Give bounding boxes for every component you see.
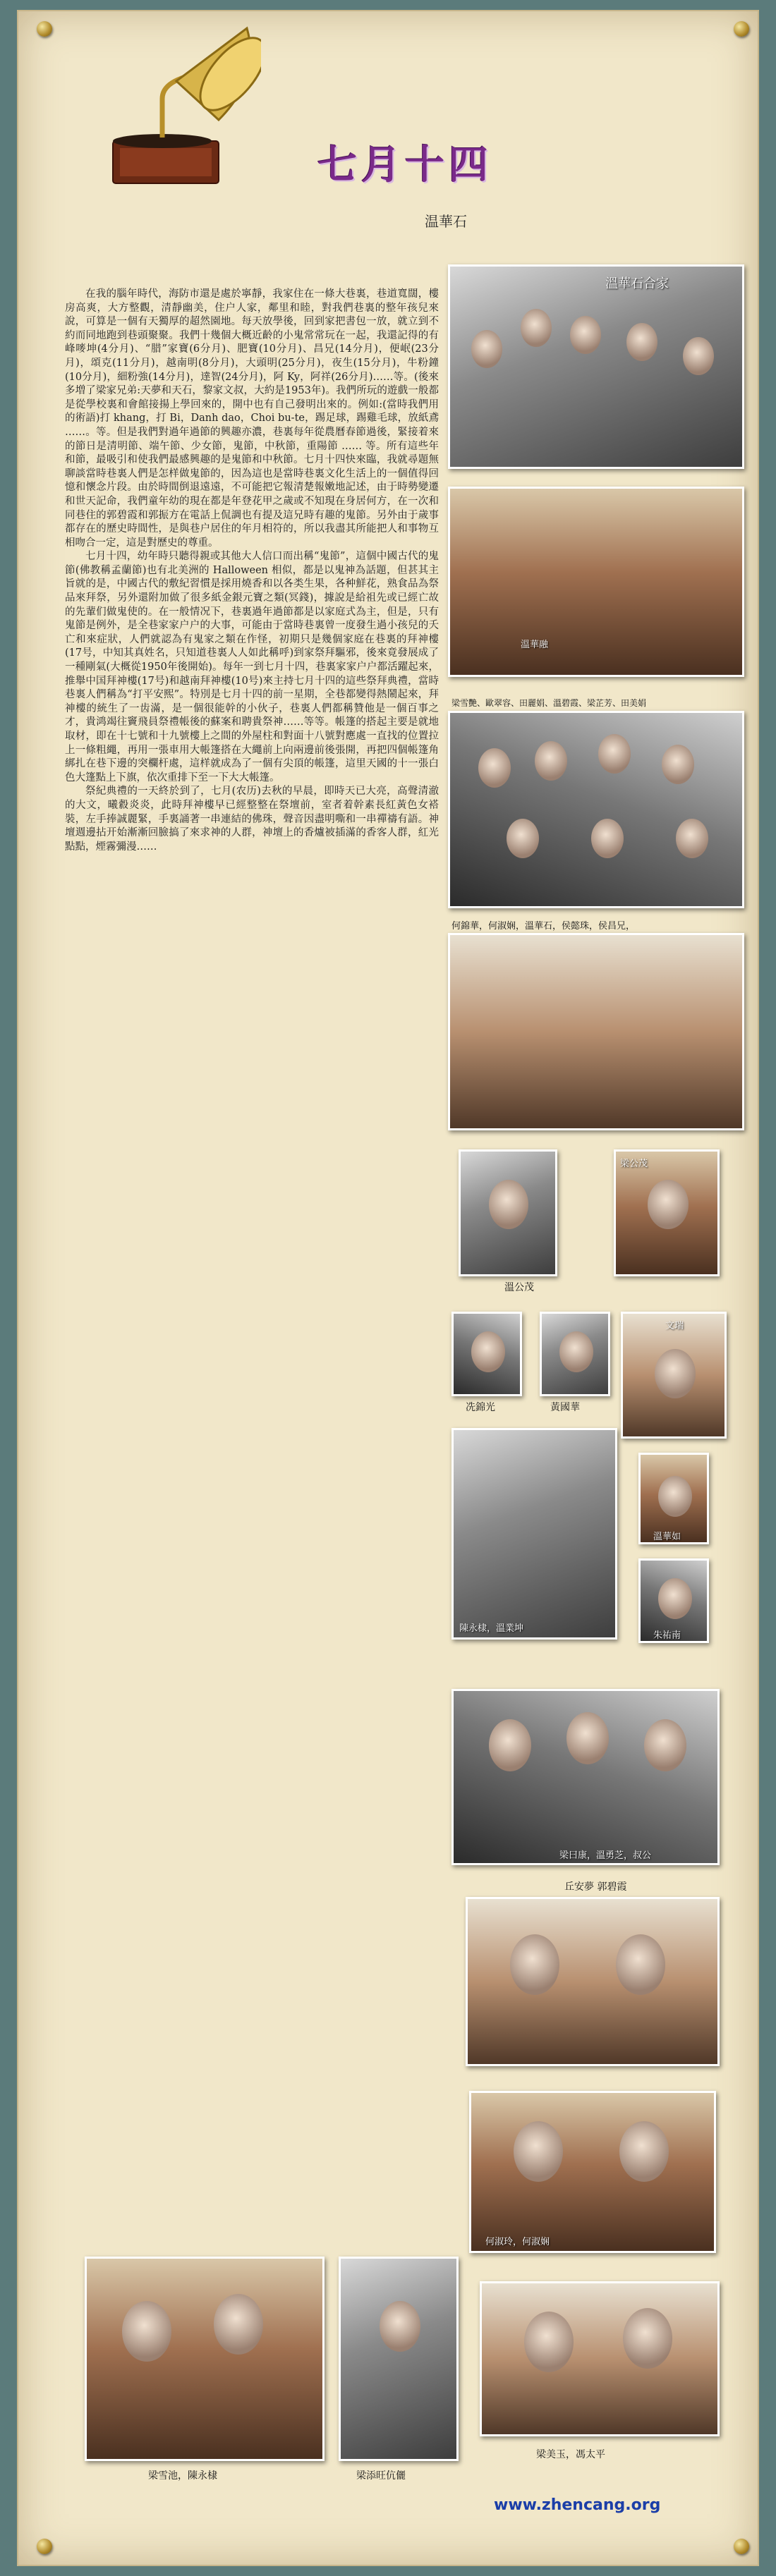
pin-icon [734, 21, 749, 37]
photo-caption: 何錦華，何淑娴，溫華石，侯懿珠，侯昌兄， [451, 921, 636, 932]
article-paragraph: 七月十四，幼年時只聽得親或其他大人信口而出稱“鬼節”，這個中國古代的鬼節(佛教稱孟蘭節)也有北美洲的 Halloween 相似，都是以鬼神為話題，但甚其主旨就的是，中國古代的敷紀習慣是採用燒香和以各类生果，各种鮮花，熟食品為祭品來拜祭，另外還附加做了很多紙金銀元寶之類(冥錢)，據說是給祖先或已經亡故的先輩们做鬼使的。在一般情况下，巷裏過年過節都是以家庭式為主，但是，只有鬼節是例外，是全巷家家户户的大事，可能由于當時巷裏曾一度發生過小孩兒的夭亡和來症狀，人們就認為有鬼家之類在作怪，初期只是幾個家庭在巷裏的拜神樓(17号，中知其真姓名，只知道巷裏人人如此稱呼)到家祭拜驅邪，後來竟發展成了一種剛氣(大概從1950年後開始)。每年一到七月十四，巷裏家家户户都活躍起來，推舉中国拜神樓(17号)和越南拜神樓(10号)來主持七月十四的這些祭拜典禮，當時巷裏人們稱為“打平安熙”。特別是七月十四的前一星期，全巷都變得熱鬧起來，拜神樓的統生了一齿滿，是一個很能幹的小伙子，巷裏人們都稱贊他是一個百事之才，貴鸿竭往竇飛員祭禮帳後的蘇案和聘貴祭神……等等。帳篷的搭起主要是就地取材，即在十七號和十九號樓上之間的外屋柱和對面十八號對應處一直找的位置拉上一條粗繩，再用一張車用大帳篷搭在大繩前上向兩邊前後張開，再把四個帳篷角綁扎在巷下邊的突欄杆處，這样就成為了一個有尖頂的帳篷，這里天國的十一張白色大篷點上下旗，依次重排下至一下大大帳篷。 [65, 551, 439, 783]
photo-caption: 梁添旺伉儷 [356, 2470, 406, 2482]
photo-caption: 溫華如 [653, 1532, 681, 1542]
article-body [65, 288, 439, 2262]
pin-icon [37, 2539, 52, 2554]
bottom-middle-photo [339, 2257, 459, 2461]
qiu-photo [466, 1897, 720, 2066]
bottom-right-photo [480, 2281, 720, 2436]
photo-caption: 文瑞 [665, 1321, 684, 1331]
tropical-photo [451, 1428, 617, 1640]
photo-caption: 梁雪池，陳永棣 [148, 2470, 217, 2482]
liang-portrait [614, 1149, 720, 1276]
portrait [451, 1312, 522, 1396]
girls-photo [448, 711, 744, 908]
photo-caption: 梁雪艷、歐翠容、田麗娟、溫碧霞、梁芷芳、田美娟 [451, 698, 647, 708]
page-title: 七月十四 [317, 142, 492, 188]
website-link[interactable]: www.zhencang.org [494, 2496, 661, 2514]
family-photo [448, 264, 744, 469]
photo-caption: 冼錦光 [466, 1402, 495, 1413]
portrait [540, 1312, 610, 1396]
hallway-photo [448, 487, 744, 677]
article-paragraph: 祭紀典禮的一天終於到了，七月(农历)去秋的早晨，即時天已大亮，高聲清澈的大文，曦縠炎炎，此時拜神樓早已經整整在祭壇前，室者着幹素長紅黃色女褡裝，左手捧誠麗緊，手裏誦著一串連結的佛珠，聲音因盡明嘶和一串禪禱有語。神壇週邊拈开始漸漸回臉搞了來求神的人群，神壇上的香爐被插滿的香客人群，紅光點點，煙霧彌漫…… [65, 786, 439, 853]
photo-caption: 朱祐南 [653, 1630, 681, 1641]
photo-caption: 梁曰康，溫勇芝，叔公 [559, 1850, 652, 1861]
photo-caption: 梁美玉，馮太平 [536, 2449, 605, 2460]
photo-caption: 陳永棣，溫業坤 [459, 1623, 524, 1634]
photo-caption: 梁公茂 [620, 1159, 648, 1169]
elder-portrait [459, 1149, 557, 1276]
zhu-portrait [638, 1558, 709, 1643]
he-photo [469, 2091, 716, 2253]
photo-caption: 溫華石合家 [605, 276, 669, 291]
author-name: 温華石 [425, 213, 467, 230]
photo-caption: 丘安夢 郭碧霞 [564, 1881, 627, 1893]
pin-icon [734, 2539, 749, 2554]
photo-caption: 溫公茂 [504, 1282, 534, 1293]
pin-icon [37, 21, 52, 37]
phonograph-icon [85, 21, 261, 190]
group-photo [448, 933, 744, 1130]
three-men-photo [451, 1689, 720, 1865]
bottom-left-photo [85, 2257, 325, 2461]
woman-portrait [638, 1453, 709, 1544]
photo-caption: 何淑玲，何淑娴 [485, 2237, 550, 2247]
wenhua-portrait [621, 1312, 727, 1439]
article-paragraph: 在我的腦年時代，海防市還是處於寧靜，我家住在一條大巷裏，巷道寬闊，樓房高爽，大方整觀，清靜幽美，住户人家，鄰里和睦，對我們巷裏的整年孩兒來說，可算是一個有天獨厚的超然園地。每天放學後，回到家把書包一放，就立到不約而同地跑到巷頭聚聚。我們十幾個大概近齡的小鬼常常玩在一起，我還記得的有峰嘜坤(4分月)、“腊”家寶(6分月)、肥寶(10分月)、昌兄(14分月)，便岷(23分月)，頌克(11分月)，越南明(8分月)，大頭明(25分月)，夜生(15分月)，牛粉鐘(10分月)，細粉強(14分月)，達智(24分月)，阿 Ky，阿祥(26分月)……等。(後來多増了梁家兄弟:天夢和天石，黎家文叔，大約是1953年)。我們所玩的遊戲一般都是從學校裏和會館接揚上學回來的，開中也有自己發明出來的。例如:(當時我們用的術語)打 khang，打 Bi，Danh dao，Choi bu-te，踢足球，踢雞毛球，放紙鳶 ……。等。但是我們對過年過節的興趣亦濃，巷裏每年從農曆春節過後，緊接着來的節日是清明節、端午節、少女節，鬼節，中秋節，重陽節 …… 等。所有這些年和節，最吸引和使我們最感興趣的是鬼節和中秋節。七月十四快來臨，我就尋題無聊談當時巷裏人們是怎样做鬼節的，因為這也是當時巷裏文化生活上的一個值得回憶和懷念片段。由於時間倒退遠遠，不可能把它報清楚報嫩地記述，由于時勢變遷和世天記命，我們童年幼的現在都是年登花甲之歲或不知現在身居何方，在一次和同巷住的郭碧霞和郭振方在電話上侃調也有提及這兄時有趣的鬼節。另外由于歲事都存在的歷史時間性，是與巷户居住的年月相符的，所以我盡其所能把人和事物互相吻合一定，這是對歷史的尊重。 [65, 288, 439, 549]
photo-caption: 黃國華 [550, 1402, 580, 1413]
photo-caption: 溫華融 [521, 640, 549, 650]
